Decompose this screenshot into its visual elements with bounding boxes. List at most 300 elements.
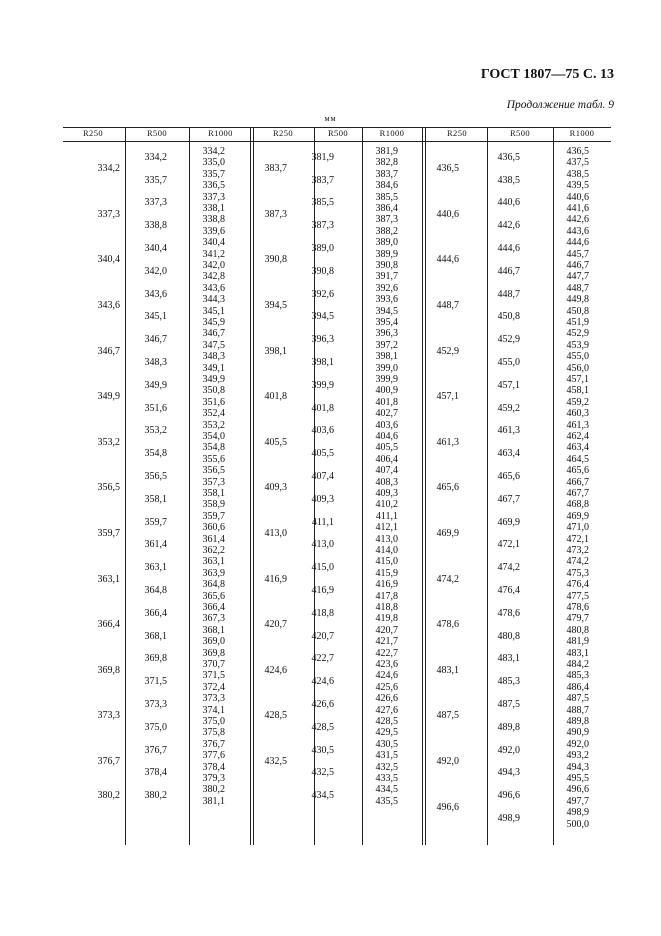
- cell-r250: 401,8: [264, 391, 287, 403]
- column-header-r250: R250: [272, 128, 294, 138]
- cell-r500: 349,9: [144, 379, 167, 391]
- cell-r1000: 430,5: [375, 738, 398, 750]
- cell-r1000: 424,6: [375, 670, 398, 682]
- cell-r1000: 367,3: [202, 613, 225, 625]
- cell-r1000: 370,7: [202, 659, 225, 670]
- cell-r500: 440,6: [497, 197, 520, 209]
- cell-r500: 342,0: [144, 265, 167, 277]
- cell-r1000: 369,0: [202, 636, 225, 648]
- cell-r500: 373,3: [144, 698, 167, 710]
- cell-r250: 337,3: [97, 208, 120, 220]
- cell-r500: 478,6: [497, 607, 520, 619]
- cell-r250: 452,9: [436, 345, 459, 357]
- cell-r250: 440,6: [436, 208, 459, 220]
- cell-r1000: 481,9: [566, 636, 589, 648]
- cell-r1000: 356,5: [202, 465, 225, 477]
- cell-r500: 452,9: [497, 334, 520, 346]
- cell-r1000: 395,4: [375, 317, 398, 328]
- cell-r1000: 443,6: [566, 225, 589, 237]
- cell-r500: 457,1: [497, 379, 520, 391]
- cell-r1000: 354,0: [202, 431, 225, 442]
- cell-r500: 383,7: [311, 174, 334, 186]
- cell-r1000: 341,2: [202, 248, 225, 260]
- cell-r1000: 451,9: [566, 317, 589, 328]
- cell-r1000: 483,1: [566, 647, 589, 659]
- cell-r1000: 472,1: [566, 533, 589, 545]
- cell-r500: 489,8: [497, 721, 520, 733]
- cell-r500: 426,6: [311, 698, 334, 710]
- cell-r1000: 381,9: [375, 146, 398, 157]
- cell-r250: 487,5: [436, 710, 459, 722]
- cell-r250: 496,6: [436, 801, 459, 813]
- cell-r1000: 346,7: [202, 328, 225, 340]
- cell-r1000: 375,8: [202, 727, 225, 739]
- column-divider: [553, 127, 554, 845]
- cell-r500: 480,8: [497, 630, 520, 642]
- cell-r1000: 392,6: [375, 282, 398, 294]
- cell-r1000: 416,9: [375, 579, 398, 591]
- cell-r1000: 492,0: [566, 738, 589, 750]
- cell-r500: 345,1: [144, 311, 167, 323]
- cell-r500: 338,8: [144, 220, 167, 232]
- cell-r1000: 439,5: [566, 180, 589, 192]
- cell-r1000: 423,6: [375, 659, 398, 670]
- cell-r250: 387,3: [264, 208, 287, 220]
- cell-r500: 420,7: [311, 630, 334, 642]
- cell-r1000: 340,4: [202, 237, 225, 249]
- cell-r1000: 383,7: [375, 168, 398, 180]
- cell-r500: 411,1: [311, 516, 334, 528]
- cell-r1000: 338,8: [202, 214, 225, 226]
- cell-r1000: 396,3: [375, 328, 398, 340]
- cell-r500: 337,3: [144, 197, 167, 209]
- cell-r1000: 432,5: [375, 761, 398, 773]
- cell-r1000: 380,2: [202, 784, 225, 796]
- cell-r500: 359,7: [144, 516, 167, 528]
- cell-r250: 448,7: [436, 299, 459, 311]
- cell-r1000: 487,5: [566, 693, 589, 705]
- cell-r1000: 434,5: [375, 784, 398, 796]
- cell-r1000: 365,6: [202, 590, 225, 602]
- cell-r1000: 390,8: [375, 260, 398, 271]
- cell-r1000: 453,9: [566, 339, 589, 351]
- cell-r1000: 334,2: [202, 146, 225, 157]
- cell-r500: 403,6: [311, 425, 334, 437]
- cell-r500: 494,3: [497, 767, 520, 779]
- group-divider: [425, 127, 426, 845]
- cell-r250: 492,0: [436, 755, 459, 767]
- cell-r1000: 445,7: [566, 248, 589, 260]
- cell-r1000: 461,3: [566, 419, 589, 431]
- cell-r1000: 388,2: [375, 225, 398, 237]
- cell-r1000: 449,8: [566, 294, 589, 306]
- cell-r500: 487,5: [497, 698, 520, 710]
- column-header-r500: R500: [327, 128, 349, 138]
- cell-r1000: 375,0: [202, 716, 225, 727]
- cell-r500: 381,9: [311, 151, 334, 163]
- column-header-r500: R500: [509, 128, 531, 138]
- cell-r500: 399,9: [311, 379, 334, 391]
- cell-r1000: 405,5: [375, 442, 398, 454]
- cell-r500: 358,1: [144, 493, 167, 505]
- cell-r1000: 500,0: [566, 818, 589, 830]
- cell-r500: 483,1: [497, 653, 520, 665]
- cell-r1000: 355,6: [202, 453, 225, 465]
- cell-r500: 340,4: [144, 242, 167, 254]
- cell-r1000: 478,6: [566, 602, 589, 613]
- cell-r1000: 399,9: [375, 374, 398, 385]
- cell-r1000: 418,8: [375, 602, 398, 613]
- cell-r1000: 384,6: [375, 180, 398, 192]
- cell-r1000: 460,3: [566, 408, 589, 420]
- cell-r1000: 345,1: [202, 305, 225, 317]
- cell-r1000: 479,7: [566, 613, 589, 625]
- cell-r500: 375,0: [144, 721, 167, 733]
- cell-r500: 363,1: [144, 562, 167, 574]
- cell-r1000: 422,7: [375, 647, 398, 659]
- cell-r500: 436,5: [497, 151, 520, 163]
- cell-r500: 335,7: [144, 174, 167, 186]
- column-divider: [125, 127, 126, 845]
- cell-r500: 428,5: [311, 721, 334, 733]
- cell-r1000: 458,1: [566, 385, 589, 397]
- cell-r1000: 476,4: [566, 579, 589, 591]
- cell-r250: 383,7: [264, 163, 287, 175]
- cell-r500: 424,6: [311, 676, 334, 688]
- cell-r1000: 342,8: [202, 271, 225, 283]
- cell-r1000: 452,9: [566, 328, 589, 340]
- cell-r1000: 374,1: [202, 704, 225, 716]
- cell-r500: 444,6: [497, 242, 520, 254]
- cell-r1000: 361,4: [202, 533, 225, 545]
- group-divider: [253, 127, 254, 845]
- cell-r1000: 489,8: [566, 716, 589, 727]
- cell-r500: 389,0: [311, 242, 334, 254]
- cell-r250: 483,1: [436, 664, 459, 676]
- cell-r500: 356,5: [144, 470, 167, 482]
- cell-r1000: 400,9: [375, 385, 398, 397]
- cell-r1000: 431,5: [375, 750, 398, 762]
- cell-r1000: 463,4: [566, 442, 589, 454]
- cell-r1000: 363,9: [202, 567, 225, 579]
- cell-r1000: 358,9: [202, 499, 225, 511]
- cell-r500: 472,1: [497, 539, 520, 551]
- cell-r1000: 444,6: [566, 237, 589, 249]
- cell-r1000: 376,7: [202, 738, 225, 750]
- cell-r1000: 447,7: [566, 271, 589, 283]
- cell-r1000: 495,5: [566, 773, 589, 784]
- column-header-r500: R500: [146, 128, 168, 138]
- cell-r1000: 428,5: [375, 716, 398, 727]
- cell-r500: 351,6: [144, 402, 167, 414]
- cell-r1000: 397,2: [375, 339, 398, 351]
- cell-r1000: 364,8: [202, 579, 225, 591]
- table-continuation-caption: Продолжение табл. 9: [506, 99, 614, 111]
- column-header-r250: R250: [82, 128, 104, 138]
- cell-r500: 415,0: [311, 562, 334, 574]
- cell-r1000: 366,4: [202, 602, 225, 613]
- cell-r500: 492,0: [497, 744, 520, 756]
- column-divider: [362, 127, 363, 845]
- cell-r1000: 493,2: [566, 750, 589, 762]
- cell-r1000: 469,9: [566, 510, 589, 522]
- cell-r1000: 387,3: [375, 214, 398, 226]
- cell-r1000: 389,9: [375, 248, 398, 260]
- cell-r1000: 394,5: [375, 305, 398, 317]
- cell-r1000: 466,7: [566, 476, 589, 488]
- cell-r1000: 427,6: [375, 704, 398, 716]
- cell-r1000: 462,4: [566, 431, 589, 442]
- cell-r500: 369,8: [144, 653, 167, 665]
- cell-r500: 465,6: [497, 470, 520, 482]
- cell-r1000: 379,3: [202, 773, 225, 784]
- cell-r1000: 349,9: [202, 374, 225, 385]
- cell-r1000: 474,2: [566, 556, 589, 568]
- cell-r250: 340,4: [97, 254, 120, 266]
- cell-r500: 401,8: [311, 402, 334, 414]
- cell-r250: 343,6: [97, 299, 120, 311]
- cell-r1000: 371,5: [202, 670, 225, 682]
- cell-r1000: 450,8: [566, 305, 589, 317]
- cell-r1000: 409,3: [375, 488, 398, 499]
- cell-r250: 424,6: [264, 664, 287, 676]
- cell-r1000: 429,5: [375, 727, 398, 739]
- column-divider: [189, 127, 190, 845]
- cell-r1000: 438,5: [566, 168, 589, 180]
- cell-r250: 428,5: [264, 710, 287, 722]
- cell-r500: 416,9: [311, 584, 334, 596]
- cell-r500: 353,2: [144, 425, 167, 437]
- cell-r1000: 475,3: [566, 567, 589, 579]
- cell-r500: 461,3: [497, 425, 520, 437]
- cell-r1000: 339,6: [202, 225, 225, 237]
- cell-r1000: 421,7: [375, 636, 398, 648]
- cell-r1000: 343,6: [202, 282, 225, 294]
- cell-r1000: 398,1: [375, 351, 398, 363]
- page-header: ГОСТ 1807—75 С. 13: [480, 67, 614, 82]
- cell-r1000: 385,5: [375, 191, 398, 203]
- cell-r500: 346,7: [144, 334, 167, 346]
- cell-r250: 394,5: [264, 299, 287, 311]
- column-header-r1000: R1000: [569, 128, 595, 138]
- cell-r1000: 345,9: [202, 317, 225, 328]
- cell-r1000: 415,0: [375, 556, 398, 568]
- cell-r250: 432,5: [264, 755, 287, 767]
- cell-r1000: 381,1: [202, 795, 225, 807]
- cell-r500: 455,0: [497, 356, 520, 368]
- cell-r1000: 484,2: [566, 659, 589, 670]
- cell-r1000: 420,7: [375, 624, 398, 636]
- cell-r250: 416,9: [264, 573, 287, 585]
- cell-r500: 446,7: [497, 265, 520, 277]
- cell-r1000: 473,2: [566, 545, 589, 556]
- column-header-r250: R250: [446, 128, 468, 138]
- cell-r1000: 433,5: [375, 773, 398, 784]
- cell-r500: 450,8: [497, 311, 520, 323]
- cell-r1000: 425,6: [375, 681, 398, 693]
- cell-r1000: 457,1: [566, 374, 589, 385]
- cell-r250: 413,0: [264, 527, 287, 539]
- cell-r1000: 336,5: [202, 180, 225, 192]
- cell-r1000: 377,6: [202, 750, 225, 762]
- cell-r500: 371,5: [144, 676, 167, 688]
- cell-r500: 394,5: [311, 311, 334, 323]
- cell-r1000: 455,0: [566, 351, 589, 363]
- cell-r500: 448,7: [497, 288, 520, 300]
- cell-r500: 378,4: [144, 767, 167, 779]
- cell-r1000: 401,8: [375, 396, 398, 408]
- cell-r250: 405,5: [264, 436, 287, 448]
- cell-r1000: 363,1: [202, 556, 225, 568]
- cell-r1000: 411,1: [375, 510, 398, 522]
- cell-r250: 359,7: [97, 527, 120, 539]
- cell-r250: 363,1: [97, 573, 120, 585]
- cell-r500: 469,9: [497, 516, 520, 528]
- cell-r1000: 440,6: [566, 191, 589, 203]
- cell-r1000: 465,6: [566, 465, 589, 477]
- cell-r1000: 378,4: [202, 761, 225, 773]
- cell-r500: 496,6: [497, 790, 520, 802]
- cell-r1000: 393,6: [375, 294, 398, 306]
- cell-r1000: 471,0: [566, 522, 589, 534]
- cell-r500: 385,5: [311, 197, 334, 209]
- cell-r1000: 497,7: [566, 795, 589, 807]
- cell-r500: 407,4: [311, 470, 334, 482]
- cell-r500: 485,3: [497, 676, 520, 688]
- cell-r500: 364,8: [144, 584, 167, 596]
- cell-r1000: 368,1: [202, 624, 225, 636]
- dimension-table: [63, 127, 611, 845]
- cell-r1000: 413,0: [375, 533, 398, 545]
- cell-r1000: 360,6: [202, 522, 225, 534]
- cell-r1000: 419,8: [375, 613, 398, 625]
- cell-r1000: 486,4: [566, 681, 589, 693]
- cell-r1000: 350,8: [202, 385, 225, 397]
- cell-r500: 396,3: [311, 334, 334, 346]
- cell-r500: 409,3: [311, 493, 334, 505]
- column-header-r1000: R1000: [208, 128, 233, 138]
- column-header-r1000: R1000: [379, 128, 405, 138]
- cell-r1000: 335,0: [202, 157, 225, 169]
- column-divider: [487, 127, 488, 845]
- cell-r1000: 417,8: [375, 590, 398, 602]
- cell-r500: 418,8: [311, 607, 334, 619]
- cell-r500: 442,6: [497, 220, 520, 232]
- cell-r500: 380,2: [144, 790, 167, 802]
- cell-r1000: 353,2: [202, 419, 225, 431]
- cell-r500: 434,5: [311, 790, 334, 802]
- cell-r500: 463,4: [497, 448, 520, 460]
- cell-r250: 390,8: [264, 254, 287, 266]
- cell-r1000: 441,6: [566, 203, 589, 214]
- cell-r1000: 494,3: [566, 761, 589, 773]
- cell-r1000: 442,6: [566, 214, 589, 226]
- cell-r1000: 372,4: [202, 681, 225, 693]
- cell-r500: 376,7: [144, 744, 167, 756]
- cell-r500: 459,2: [497, 402, 520, 414]
- cell-r500: 476,4: [497, 584, 520, 596]
- cell-r1000: 335,7: [202, 168, 225, 180]
- cell-r1000: 498,9: [566, 807, 589, 819]
- cell-r500: 405,5: [311, 448, 334, 460]
- cell-r250: 457,1: [436, 391, 459, 403]
- cell-r1000: 412,1: [375, 522, 398, 534]
- cell-r250: 474,2: [436, 573, 459, 585]
- cell-r1000: 358,1: [202, 488, 225, 499]
- cell-r1000: 382,8: [375, 157, 398, 169]
- cell-r250: 349,9: [97, 391, 120, 403]
- cell-r1000: 404,6: [375, 431, 398, 442]
- cell-r1000: 349,1: [202, 362, 225, 374]
- cell-r500: 387,3: [311, 220, 334, 232]
- cell-r500: 390,8: [311, 265, 334, 277]
- cell-r500: 430,5: [311, 744, 334, 756]
- cell-r250: 420,7: [264, 619, 287, 631]
- cell-r500: 413,0: [311, 539, 334, 551]
- cell-r1000: 408,3: [375, 476, 398, 488]
- cell-r500: 398,1: [311, 356, 334, 368]
- cell-r1000: 437,5: [566, 157, 589, 169]
- cell-r1000: 459,2: [566, 396, 589, 408]
- cell-r250: 334,2: [97, 163, 120, 175]
- cell-r250: 465,6: [436, 482, 459, 494]
- cell-r1000: 490,9: [566, 727, 589, 739]
- group-divider: [422, 127, 423, 845]
- cell-r1000: 448,7: [566, 282, 589, 294]
- cell-r1000: 496,6: [566, 784, 589, 796]
- cell-r500: 498,9: [497, 812, 520, 824]
- cell-r500: 361,4: [144, 539, 167, 551]
- cell-r250: 478,6: [436, 619, 459, 631]
- cell-r250: 461,3: [436, 436, 459, 448]
- cell-r1000: 488,7: [566, 704, 589, 716]
- cell-r250: 469,9: [436, 527, 459, 539]
- column-divider: [314, 127, 315, 845]
- cell-r1000: 435,5: [375, 795, 398, 807]
- cell-r500: 348,3: [144, 356, 167, 368]
- cell-r1000: 406,4: [375, 453, 398, 465]
- cell-r250: 369,8: [97, 664, 120, 676]
- cell-r250: 409,3: [264, 482, 287, 494]
- cell-r1000: 399,0: [375, 362, 398, 374]
- cell-r500: 334,2: [144, 151, 167, 163]
- cell-r250: 353,2: [97, 436, 120, 448]
- cell-r250: 398,1: [264, 345, 287, 357]
- cell-r500: 438,5: [497, 174, 520, 186]
- cell-r500: 467,7: [497, 493, 520, 505]
- cell-r500: 366,4: [144, 607, 167, 619]
- cell-r1000: 485,3: [566, 670, 589, 682]
- cell-r1000: 351,6: [202, 396, 225, 408]
- cell-r250: 436,5: [436, 163, 459, 175]
- cell-r1000: 426,6: [375, 693, 398, 705]
- cell-r1000: 407,4: [375, 465, 398, 477]
- cell-r1000: 391,7: [375, 271, 398, 283]
- cell-r1000: 369,8: [202, 647, 225, 659]
- cell-r1000: 410,2: [375, 499, 398, 511]
- cell-r250: 444,6: [436, 254, 459, 266]
- cell-r500: 343,6: [144, 288, 167, 300]
- cell-r1000: 352,4: [202, 408, 225, 420]
- cell-r1000: 357,3: [202, 476, 225, 488]
- cell-r1000: 386,4: [375, 203, 398, 214]
- cell-r1000: 359,7: [202, 510, 225, 522]
- cell-r1000: 414,0: [375, 545, 398, 556]
- cell-r1000: 348,3: [202, 351, 225, 363]
- cell-r1000: 456,0: [566, 362, 589, 374]
- cell-r1000: 354,8: [202, 442, 225, 454]
- cell-r500: 354,8: [144, 448, 167, 460]
